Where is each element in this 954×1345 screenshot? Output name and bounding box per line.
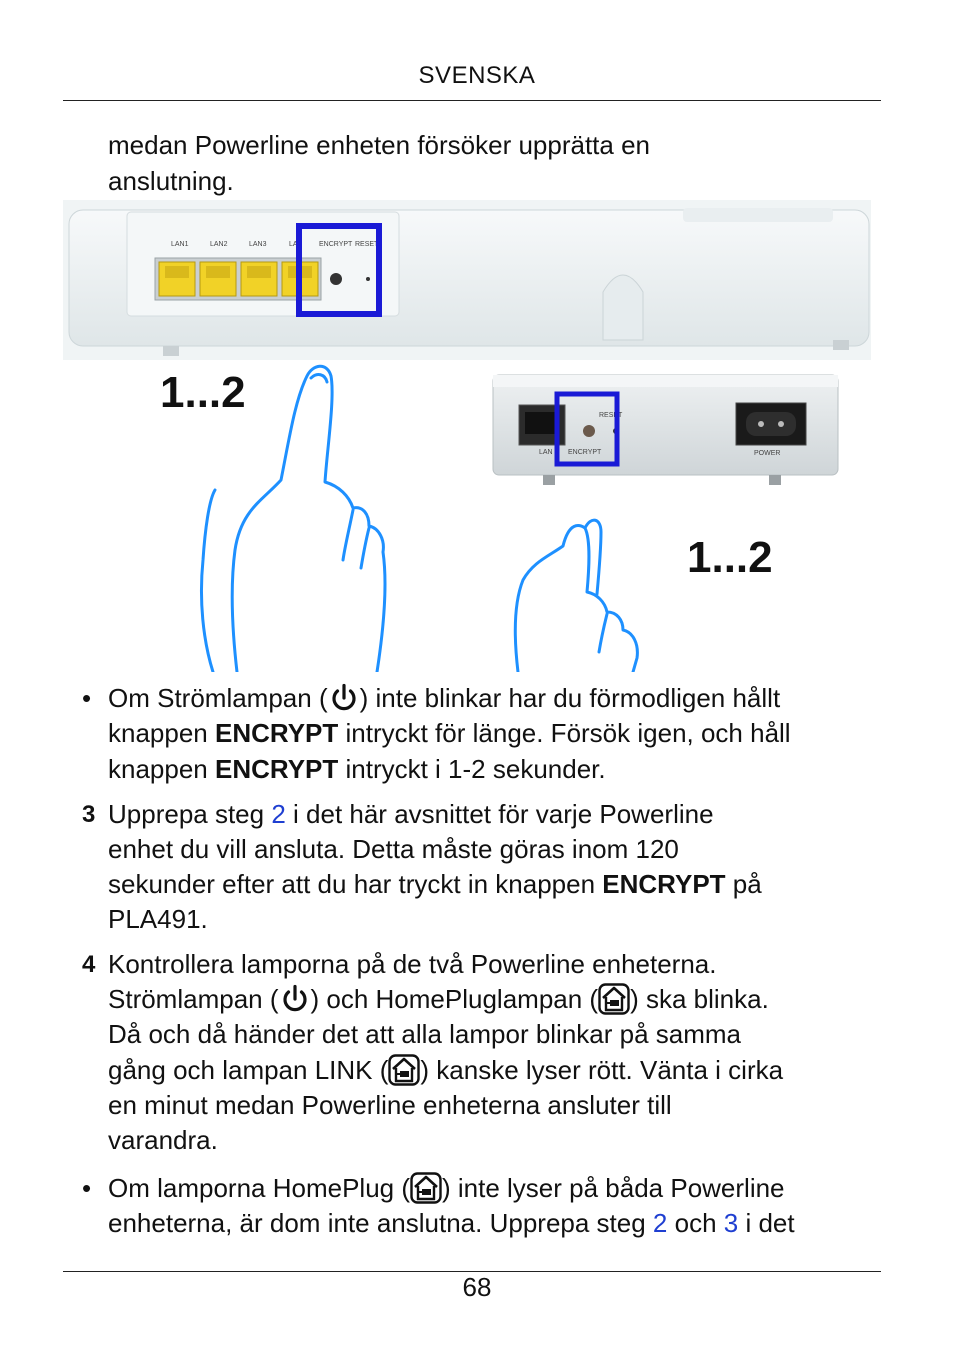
bullet-1-line-1: Om Strömlampan ( ) inte blinkar har du förmodligen hållt: [108, 683, 781, 713]
page-header: SVENSKA: [418, 62, 536, 89]
intro-line-2: anslutning.: [108, 166, 234, 196]
power-label-2: POWER: [754, 450, 781, 457]
homeplug-icon: [410, 1172, 442, 1204]
press-count-label-1: 1...2: [160, 368, 246, 417]
figure-illustration: [63, 200, 883, 672]
bullet-1-line-3: knappen ENCRYPT intryckt i 1-2 sekunder.: [108, 754, 606, 784]
lan-label-2: LAN: [539, 449, 553, 456]
intro-line-1: medan Powerline enheten försöker upprätta en: [108, 130, 651, 160]
bullet-2-line-2: enheterna, är dom inte anslutna. Upprepa steg 2 och 3 i det: [108, 1208, 795, 1238]
step-4-line-6: varandra.: [108, 1125, 218, 1155]
step-3-reference-link[interactable]: 3: [723, 1208, 739, 1238]
encrypt-button-figure: [63, 200, 883, 672]
encrypt-button-1: [330, 273, 342, 285]
reset-hole-1: [366, 277, 370, 281]
device-1-router: [63, 200, 871, 360]
power-icon: [279, 983, 311, 1015]
step-4-line-1: Kontrollera lamporna på de två Powerline enheterna.: [108, 949, 717, 979]
step-3-line-3: sekunder efter att du har tryckt in knappen ENCRYPT på: [108, 869, 762, 899]
step-3-number: 3: [82, 801, 96, 828]
step-3-line-1: Upprepa steg 2 i det här avsnittet för varje Powerline: [108, 799, 714, 829]
step-3-line-4: PLA491.: [108, 904, 208, 934]
bullet-2-line-1: Om lamporna HomePlug ( ) inte lyser på båda Powerline: [108, 1173, 785, 1203]
step-4-line-4: gång och lampan LINK ( ) kanske lyser rött. Vänta i cirka: [108, 1055, 784, 1085]
step-4-line-5: en minut medan Powerline enheterna ansluter till: [108, 1090, 672, 1120]
reset-label-1: RESET: [355, 241, 379, 248]
header-rule: [63, 100, 881, 101]
bullet-marker-1: •: [82, 683, 92, 713]
reset-label-2: RESET: [599, 412, 623, 419]
port-label-lan4: LA: [289, 241, 298, 248]
port-label-lan1: LAN1: [171, 241, 189, 248]
step-3-line-2: enhet du vill ansluta. Detta måste göras inom 120: [108, 834, 679, 864]
encrypt-label-2: ENCRYPT: [568, 449, 602, 456]
port-label-lan2: LAN2: [210, 241, 228, 248]
encrypt-button-2: [583, 425, 595, 437]
step-4-line-2: Strömlampan ( ) och HomePluglampan ( ) ska blinka.: [108, 984, 769, 1014]
power-icon: [328, 682, 360, 714]
step-4-line-3: Då och då händer det att alla lampor blinkar på samma: [108, 1019, 742, 1049]
link-icon: [388, 1054, 420, 1086]
step-2-reference-link[interactable]: 2: [271, 799, 286, 829]
device-2-adapter: [493, 375, 838, 485]
press-count-label-2: 1...2: [687, 533, 773, 582]
bullet-marker-2: •: [82, 1173, 92, 1203]
bullet-1-line-2: knappen ENCRYPT intryckt för länge. Försök igen, och håll: [108, 718, 791, 748]
homeplug-icon: [598, 983, 630, 1015]
step-2-reference-link[interactable]: 2: [652, 1208, 668, 1238]
port-label-lan3: LAN3: [249, 241, 267, 248]
pointing-hand-2-icon: [515, 520, 637, 672]
step-4-number: 4: [82, 951, 96, 978]
encrypt-label-1: ENCRYPT: [319, 241, 353, 248]
page-number: 68: [462, 1272, 492, 1302]
